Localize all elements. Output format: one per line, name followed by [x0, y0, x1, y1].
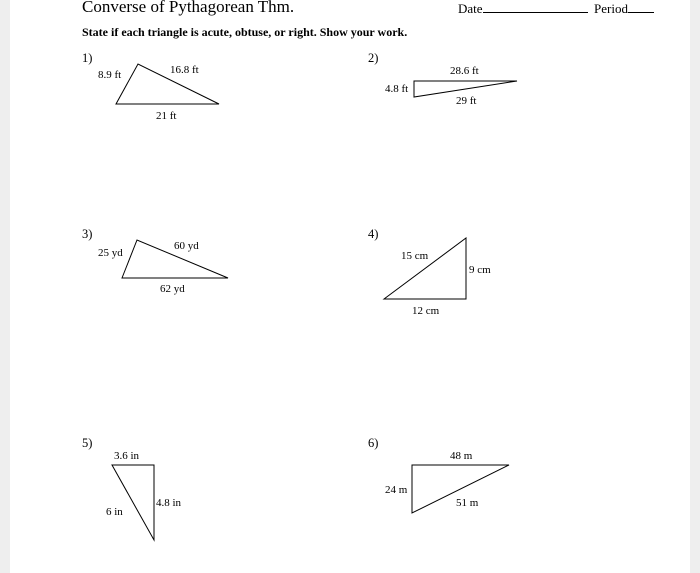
problem-5-side-a: 3.6 in [114, 450, 140, 462]
problem-5-number: 5) [82, 436, 93, 450]
problem-1-side-a: 8.9 ft [98, 69, 122, 81]
problem-2-side-a: 4.8 ft [385, 83, 409, 95]
period-label: Period [594, 1, 628, 16]
date-label: Date [458, 1, 483, 16]
worksheet-page [10, 0, 690, 573]
problem-3-side-b: 60 yd [174, 240, 199, 252]
problem-5-side-b: 4.8 in [156, 497, 182, 509]
problem-1-number: 1) [82, 51, 93, 65]
problem-4-number: 4) [368, 227, 379, 241]
problem-3-number: 3) [82, 227, 93, 241]
problem-4-side-a: 15 cm [401, 250, 429, 262]
problem-1-side-c: 21 ft [156, 110, 177, 122]
problem-3-side-c: 62 yd [160, 283, 185, 295]
problem-4-side-c: 12 cm [412, 305, 440, 317]
problem-2-side-c: 29 ft [456, 95, 477, 107]
problem-2-number: 2) [368, 51, 379, 65]
worksheet-title: Converse of Pythagorean Thm. [82, 0, 295, 16]
problem-5-side-c: 6 in [106, 506, 123, 518]
problem-6-side-b: 48 m [450, 450, 473, 462]
problem-6-side-c: 51 m [456, 497, 479, 509]
problem-4-side-b: 9 cm [469, 264, 491, 276]
instructions: State if each triangle is acute, obtuse, or right. Show your work. [82, 25, 408, 39]
problem-6-side-a: 24 m [385, 484, 408, 496]
problem-2-side-b: 28.6 ft [450, 65, 479, 77]
problem-3-side-a: 25 yd [98, 247, 123, 259]
problem-1-side-b: 16.8 ft [170, 64, 199, 76]
problem-6-number: 6) [368, 436, 379, 450]
problem-6-triangle [10, 0, 690, 573]
